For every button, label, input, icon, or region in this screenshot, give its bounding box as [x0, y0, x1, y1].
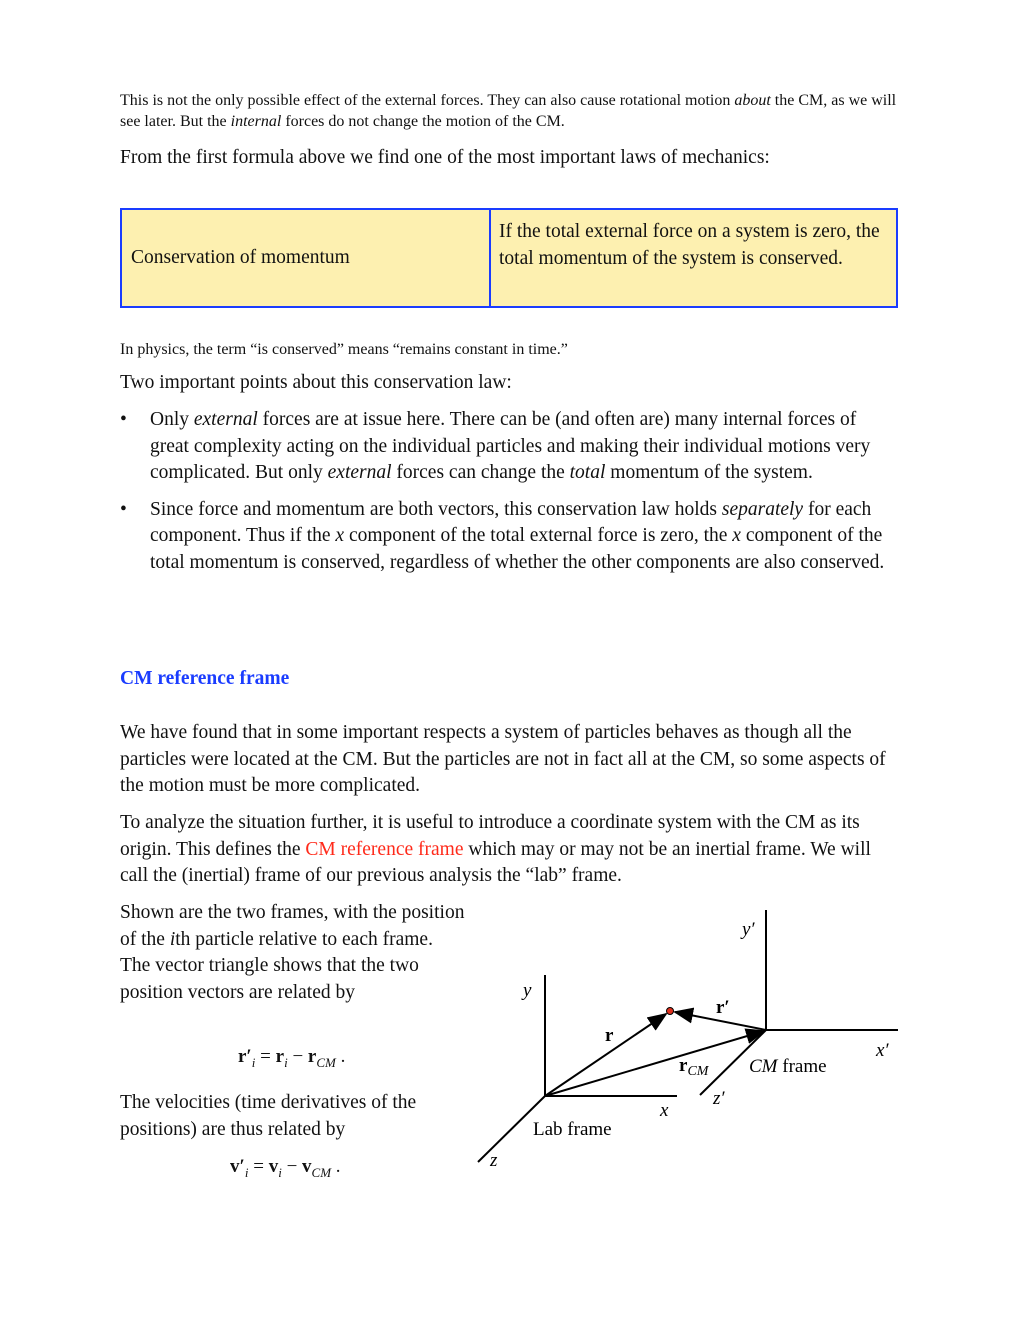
text: component of the total external force is zero, the — [344, 525, 733, 546]
text: Since force and momentum are both vectors, this conservation law holds — [150, 498, 722, 520]
text: To analyze the situation further, it is useful to introduce a coordinate system with the CM as its origin. This defines the — [120, 812, 860, 860]
text: for each component. Thus if the — [150, 498, 872, 546]
r-prime-label: r′ — [716, 997, 730, 1018]
section-heading: CM reference frame — [120, 668, 290, 689]
rcm-label: $r_{CM}$ — [679, 1055, 709, 1079]
text: total — [569, 462, 606, 483]
text: x — [732, 525, 741, 546]
z-label: z — [490, 1150, 498, 1171]
text: This is not the only possible effect of the external forces. They can also cause rotational motion — [120, 92, 735, 109]
text: which may or may not be an inertial frame. We will call the (inertial) frame of our previous analysis the “lab” frame. — [120, 838, 871, 886]
text: external — [327, 462, 392, 483]
conserved-note: In physics, the term “is conserved” means “remains constant in time.” — [120, 341, 568, 358]
equation-position: $r'_i = r_i - r_{CM}$ . — [238, 1046, 346, 1070]
y-prime-label: y′ — [742, 919, 755, 940]
text: Only — [150, 409, 194, 430]
points-intro: Two important points about this conservation law: — [120, 372, 512, 393]
law-statement: If the total external force on a system is zero, the total momentum of the system is conserved. — [499, 221, 880, 269]
r-label: r — [605, 1025, 614, 1046]
cm-reference-frame-link[interactable]: CM reference frame — [305, 838, 464, 860]
text: momentum of the system. — [605, 462, 813, 483]
text: external — [193, 409, 258, 430]
paragraph: We have found that in some important respects a system of particles behaves as though all the particles were located at the CM. But the particles are not in fact all at the CM, so some aspects of the motion must be more complicated. — [120, 722, 886, 796]
cm-frame-label: CM frame — [749, 1056, 827, 1077]
lab-frame-label: Lab frame — [533, 1119, 612, 1140]
text: forces do not change the motion of the CM. — [281, 113, 565, 130]
intro-law-paragraph: From the first formula above we find one of the most important laws of mechanics: — [120, 147, 770, 168]
text: separately — [721, 498, 804, 520]
text: forces can change the — [391, 462, 570, 483]
law-name: Conservation of momentum — [122, 210, 491, 306]
text: forces are at issue here. There can be (and often are) many internal forces of great complexity acting on the individual particles and making their individual motions very complicated. But only — [150, 409, 871, 483]
y-label: y — [523, 980, 532, 1001]
x-label: x — [660, 1100, 669, 1121]
text: component of the total momentum is conserved, regardless of whether the other components are also conserved. — [150, 525, 885, 573]
text: Shown are the two frames, with the position of the — [120, 902, 465, 950]
text: the CM, as we will see later. But the — [120, 92, 897, 130]
text: i — [169, 928, 176, 950]
text: th particle relative to each frame. The vector triangle shows that the two position vectors are related by — [120, 928, 433, 1003]
text: internal — [230, 113, 282, 130]
text: about — [734, 92, 771, 109]
text: x — [335, 525, 345, 546]
z-prime-label: z′ — [713, 1088, 725, 1109]
particle-dot — [667, 1008, 674, 1015]
paragraph: The velocities (time derivatives of the positions) are thus related by — [120, 1092, 417, 1140]
equation-velocity: $v'_i = v_i - v_{CM}$ . — [230, 1156, 341, 1180]
x-prime-label: x′ — [876, 1040, 889, 1061]
